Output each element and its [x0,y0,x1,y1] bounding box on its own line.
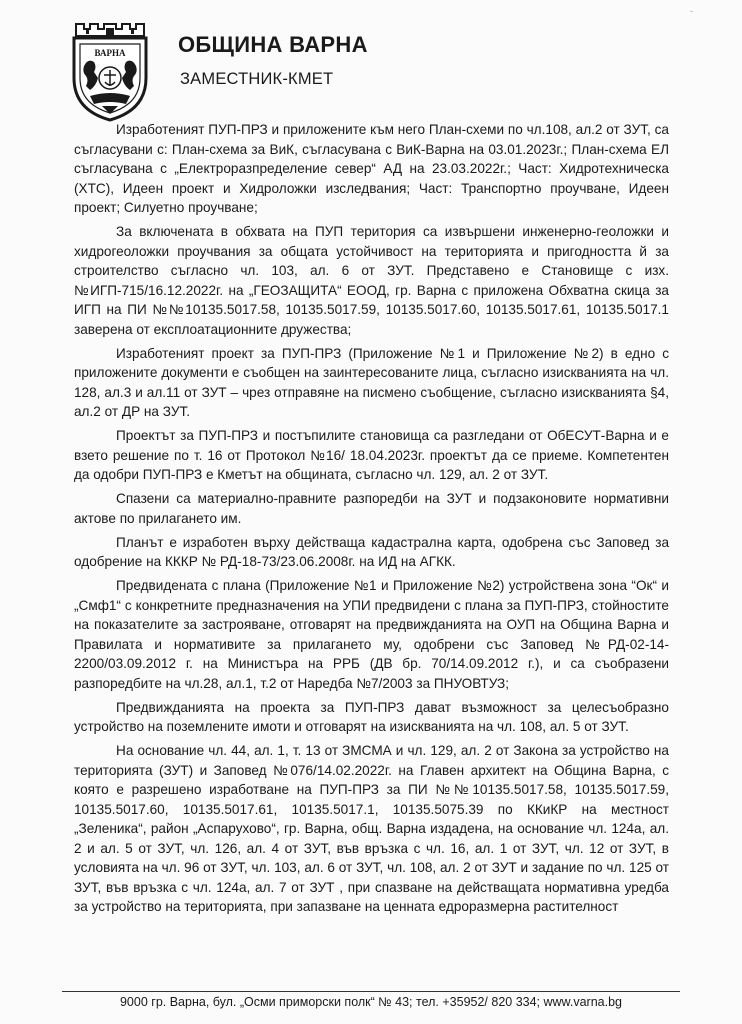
footer-address: 9000 гр. Варна, бул. „Осми приморски полк“ № 43; тел. +35952/ 820 334; www.varna.bg [119,995,623,1009]
paragraph-council-decision: Проектът за ПУП-ПРЗ и постъпилите становища са разгледани от ОбЕСУТ-Варна и е взето решение по т. 16 от Протокол №16/ 18.04.2023г. проектът да се приеме. Компетентен да одобри ПУП-ПРЗ е Кметът на общината, съгласно чл. 129, ал. 2 от ЗУТ. [74,428,669,482]
paragraph-approvals: Изработеният ПУП-ПРЗ и приложените към него План-схеми по чл.108, ал.2 от ЗУТ, са съгласувани с: План-схема за ВиК, съгласувана с ВиК-Варна на 03.01.2023г.; План-схема ЕЛ съгласувана с „Електроразпределение север“ АД на 23.03.2022г.; Част: Хидротехническа (ХТС), Идеен проект и Хидроложки изследвания; Част: Транспортно проучване, Идеен проект; Силуетно проучване; [74,122,669,215]
footer-divider [62,991,680,992]
corner-mark: - [690,6,693,16]
paragraph-legal-compliance: Спазени са материално-правните разпоредби на ЗУТ и подзаконовите нормативни актове по прилагането им. [74,491,669,526]
paragraph-geology: За включената в обхвата на ПУП територия са извършени инженерно-геоложки и хидрогеоложки проучвания за общата устойчивост на територията и пригодността й за строителство съгласно чл. 103, ал. 6 от ЗУТ. Представено е Становище с изх. №ИГП-715/16.12.2022г. на „ГЕОЗАЩИТА“ ЕООД, гр. Варна с приложена Обхватна скица за ИГП на ПИ №№10135.5017.58, 10135.5017.59, 10135.5017.60, 10135.5017.61, 10135.5017.1 заверена от експлоатационните дружества; [74,224,669,337]
document-body [74,120,669,921]
paragraph-zoning: Предвидената с плана (Приложение №1 и Приложение №2) устройствена зона “Ок“ и „Смф1“ с конкретните предназначения на УПИ предвидени с плана за ПУП-ПРЗ, стойностите на показателите за застрояване, отговарят на предвижданията на ОУП на Община Варна и Правилата и нормативите за прилагането му, одобрени със Заповед №РД-02-14-2200/03.09.2012 г. на Министъра на РРБ (ДВ бр. 70/14.09.2012 г.), и са съобразени разпоредбите на чл.28, ал.1, т.2 от Наредба №7/2003 за ПНУОВТУЗ; [74,578,669,691]
organization-title: ОБЩИНА ВАРНА [178,32,368,57]
crest-text: ВАРНА [94,48,126,58]
paragraph-cadastral-map: Планът е изработен върху действаща кадастрална карта, одобрена със Заповед за одобрение на КККР № РД-18-73/23.06.2008г. на ИД на АГКК. [74,534,669,569]
organization-subtitle: ЗАМЕСТНИК-КМЕТ [180,70,334,88]
paragraph-legal-basis: На основание чл. 44, ал. 1, т. 13 от ЗМСМА и чл. 129, ал. 2 от Закона за устройство на територията (ЗУТ) и Заповед №076/14.02.2022г. на Главен архитект на Община Варна, с която е разрешено изработване на ПУП-ПРЗ за ПИ №№10135.5017.58, 10135.5017.59, 10135.5017.60, 10135.5017.61, 10135.5017.1, 10135.5075.39 по ККиКР на местност „Зеленика“, район „Аспарухово“, гр. Варна, общ. Варна издадена, на основание чл. 124а, ал. 2 и ал. 5 от ЗУТ, чл. 126, ал. 4 от ЗУТ, във връзка с чл. 16, ал. 1 от ЗУТ, чл. 12 от ЗУТ, в условията на чл. 96 от ЗУТ, чл. 103, ал. 6 от ЗУТ, чл. 108, ал. 2 от ЗУТ и задание по чл. 125 от ЗУТ, във връзка с чл. 124а, ал. 7 от ЗУТ , при спазване на действащата нормативна уредба за устройство на територията, при запазване на ценната едроразмерна растителност [74,743,669,914]
paragraph-notification: Изработеният проект за ПУП-ПРЗ (Приложение №1 и Приложение №2) в едно с приложените документи е съобщен на заинтересованите лица, съгласно изискванията на чл. 128, ал.3 и ал.11 от ЗУТ – чрез отправяне на писмено съобщение, съгласно изискванията §4, ал.2 от ДР на ЗУТ. [74,345,669,419]
paragraph-suitability: Предвижданията на проекта за ПУП-ПРЗ дават възможност за целесъобразно устройство на поземлените имоти и отговарят на изискванията на чл. 108, ал. 5 от ЗУТ. [74,699,669,734]
varna-coat-of-arms-icon [66,20,154,122]
